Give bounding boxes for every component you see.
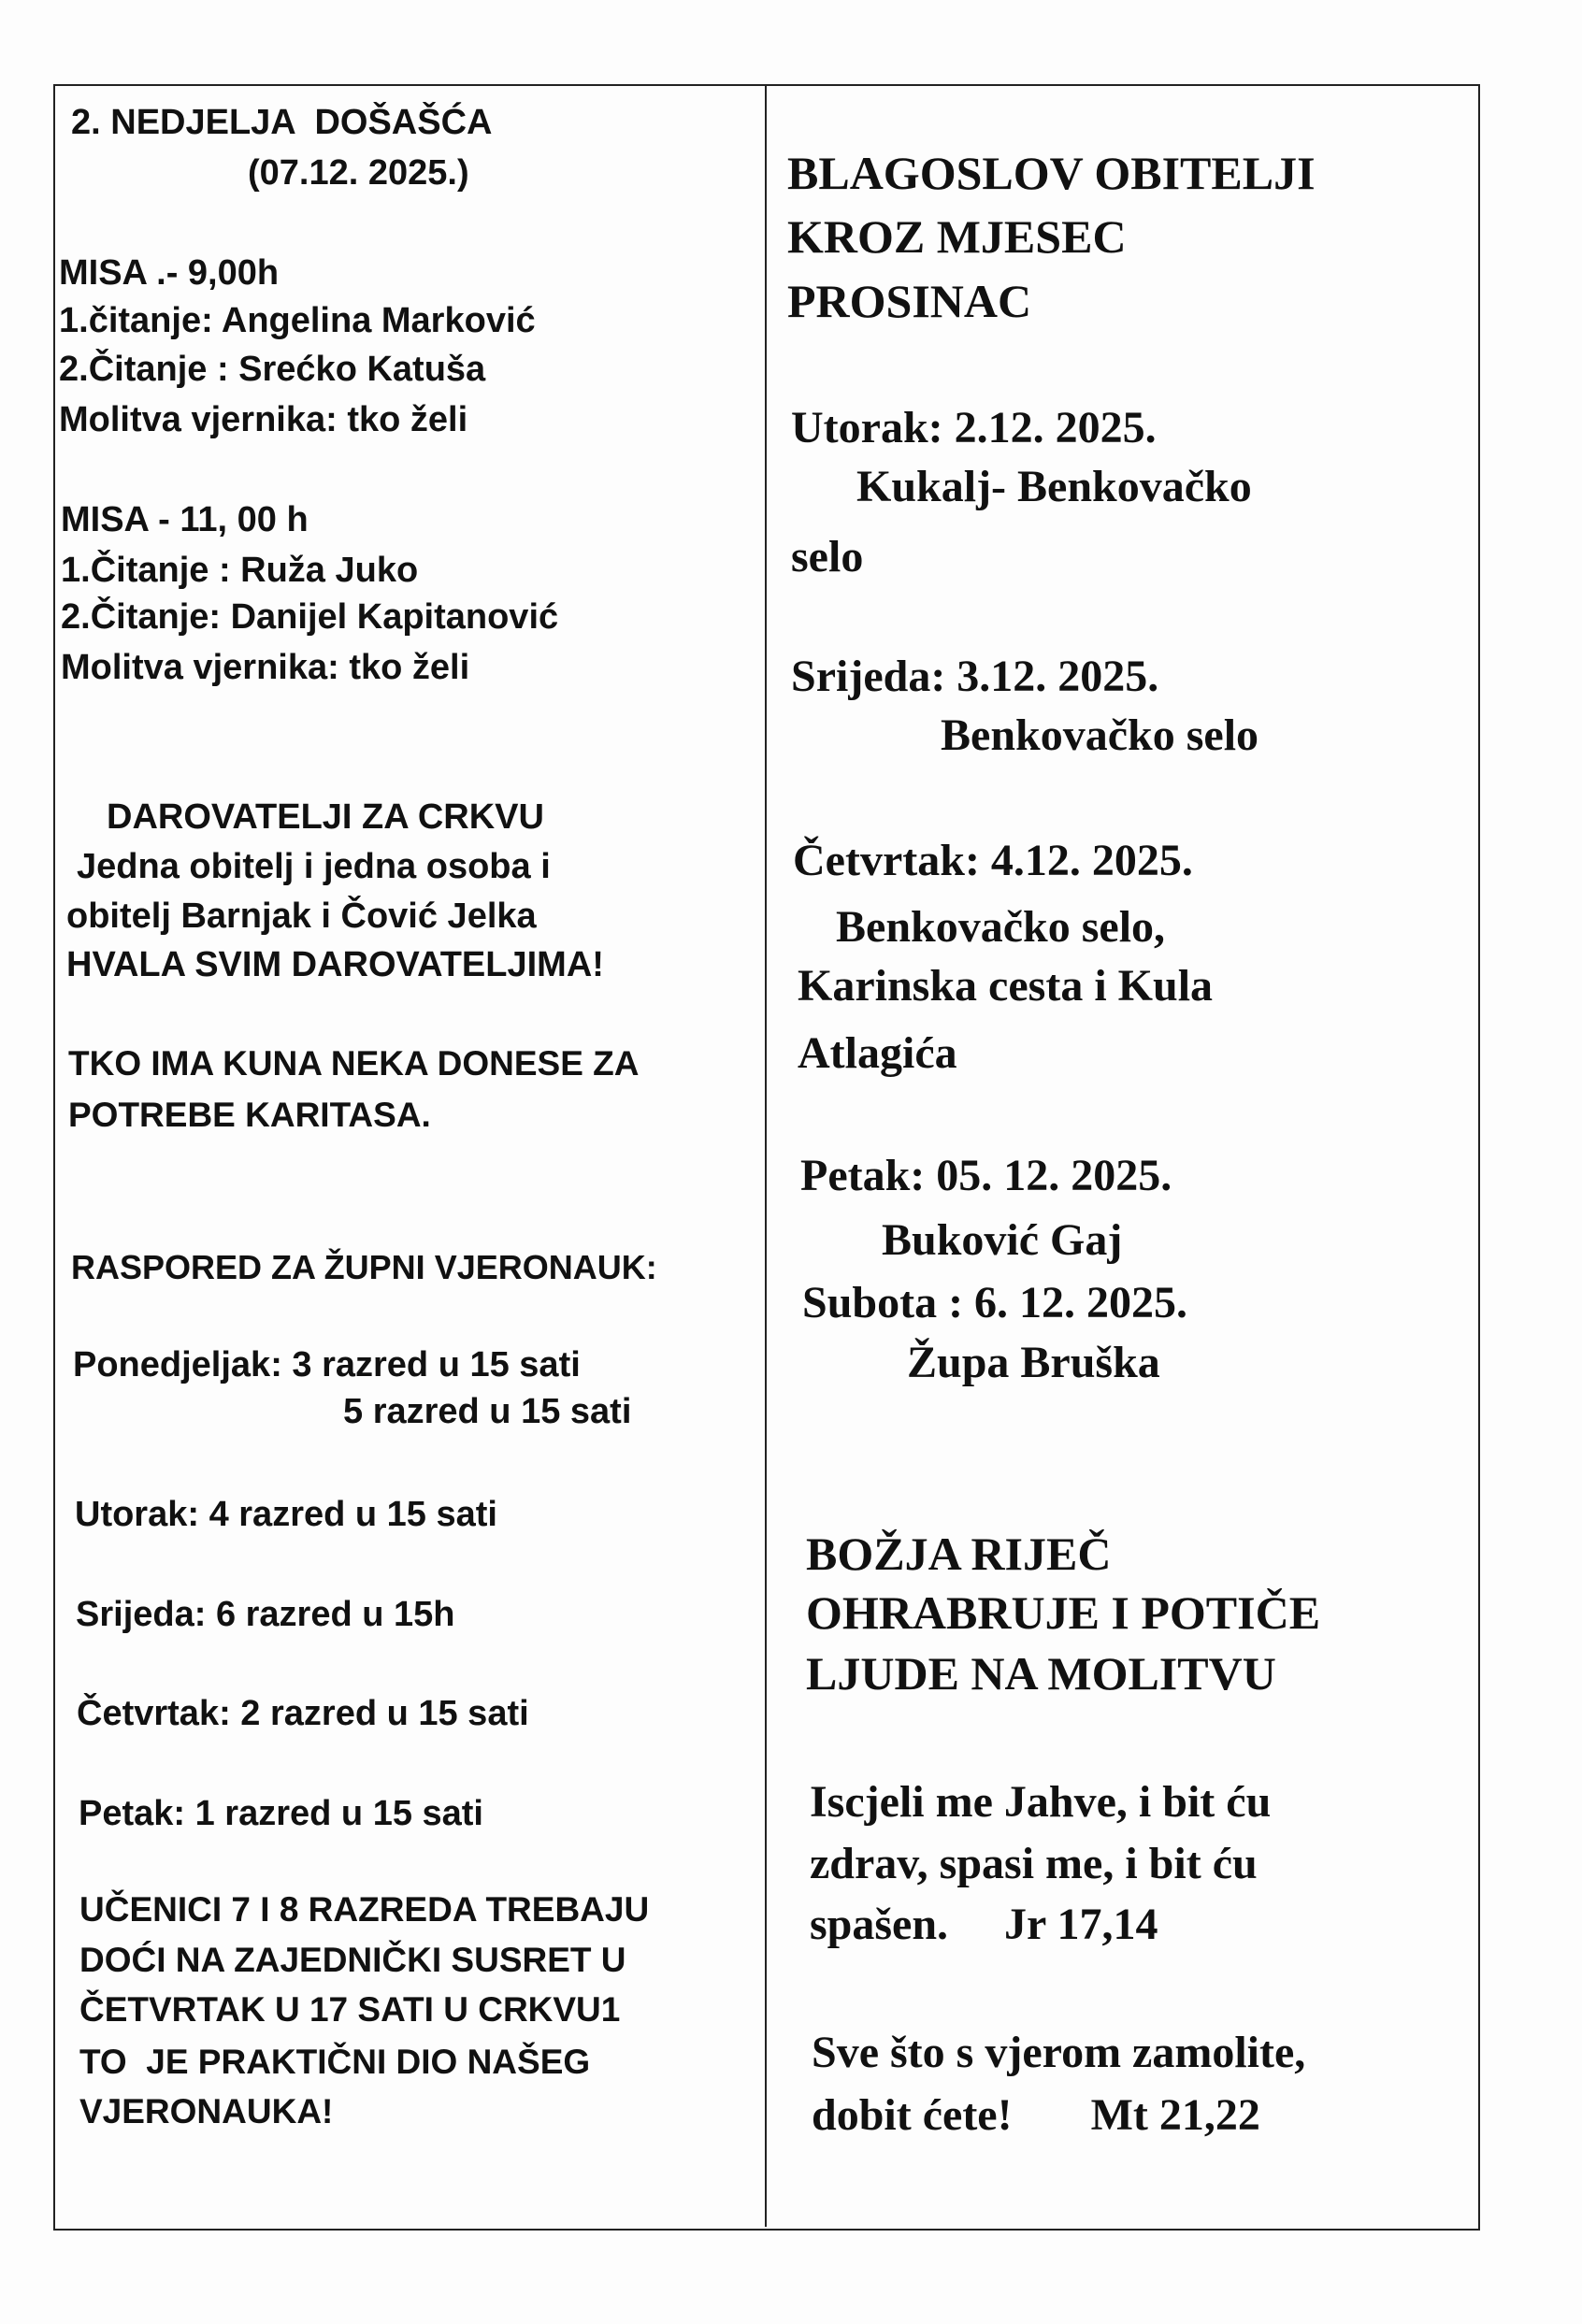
blessing-saturday-place: Župa Bruška (907, 1338, 1160, 1387)
sunday-date: (07.12. 2025.) (248, 153, 469, 193)
caritas-line: POTREBE KARITASA. (68, 1096, 431, 1134)
catechism-friday: Petak: 1 razred u 15 sati (79, 1794, 483, 1833)
blessing-title: BLAGOSLOV OBITELJI (787, 147, 1316, 199)
blessing-thursday-place: Karinska cesta i Kula (798, 961, 1214, 1011)
blessing-thursday-place: Benkovačko selo, (836, 902, 1166, 952)
mass2-time: MISA - 11, 00 h (61, 500, 309, 539)
verse-line: zdrav, spasi me, i bit ću (810, 1839, 1258, 1888)
blessing-thursday-place: Atlagića (798, 1028, 957, 1078)
blessing-friday-place: Buković Gaj (882, 1215, 1123, 1265)
caritas-line: TKO IMA KUNA NEKA DONESE ZA (68, 1044, 640, 1083)
catechism-title: RASPORED ZA ŽUPNI VJERONAUK: (71, 1248, 657, 1286)
word-title: LJUDE NA MOLITVU (806, 1647, 1276, 1700)
blessing-tuesday-place: Kukalj- Benkovačko (856, 462, 1252, 511)
notice-line: DOĆI NA ZAJEDNIČKI SUSRET U (79, 1941, 626, 1979)
verse-line: Sve što s vjerom zamolite, (812, 2028, 1306, 2077)
donors-line: obitelj Barnjak i Čović Jelka (66, 897, 537, 936)
blessing-tuesday-place: selo (791, 532, 864, 581)
verse-line: spašen. Jr 17,14 (810, 1900, 1158, 1949)
verse-line: Iscjeli me Jahve, i bit ću (810, 1777, 1272, 1827)
blessing-wednesday-date: Srijeda: 3.12. 2025. (791, 652, 1159, 701)
notice-line: ČETVRTAK U 17 SATI U CRKVU1 (79, 1990, 621, 2029)
blessing-friday-date: Petak: 05. 12. 2025. (800, 1151, 1172, 1200)
catechism-monday-2: 5 razred u 15 sati (343, 1392, 632, 1431)
word-title: OHRABRUJE I POTIČE (806, 1586, 1321, 1639)
mass2-reading1: 1.Čitanje : Ruža Juko (61, 551, 419, 590)
blessing-title: KROZ MJESEC (787, 210, 1127, 263)
blessing-title: PROSINAC (787, 275, 1032, 327)
verse-line: dobit ćete! Mt 21,22 (812, 2090, 1260, 2140)
mass2-reading2: 2.Čitanje: Danijel Kapitanović (61, 597, 559, 637)
mass1-time: MISA .- 9,00h (59, 253, 280, 293)
catechism-wednesday: Srijeda: 6 razred u 15h (76, 1595, 455, 1634)
donors-line: Jedna obitelj i jedna osoba i (77, 847, 551, 886)
notice-line: UČENICI 7 I 8 RAZREDA TREBAJU (79, 1890, 650, 1929)
catechism-tuesday: Utorak: 4 razred u 15 sati (75, 1495, 497, 1534)
mass1-prayer: Molitva vjernika: tko želi (59, 400, 468, 439)
blessing-tuesday-date: Utorak: 2.12. 2025. (791, 403, 1157, 452)
notice-line: VJERONAUKA! (79, 2092, 334, 2130)
mass2-prayer: Molitva vjernika: tko želi (61, 648, 470, 687)
sunday-title: 2. NEDJELJA DOŠAŠĆA (71, 103, 493, 142)
mass1-reading2: 2.Čitanje : Srećko Katuša (59, 350, 486, 389)
word-title: BOŽJA RIJEČ (806, 1528, 1112, 1580)
blessing-saturday-date: Subota : 6. 12. 2025. (802, 1278, 1188, 1327)
blessing-wednesday-place: Benkovačko selo (941, 710, 1259, 760)
blessing-thursday-date: Četvrtak: 4.12. 2025. (793, 836, 1193, 885)
mass1-reading1: 1.čitanje: Angelina Marković (59, 301, 536, 340)
donors-thanks: HVALA SVIM DAROVATELJIMA! (66, 945, 604, 984)
column-divider (765, 84, 767, 2227)
notice-line: TO JE PRAKTIČNI DIO NAŠEG (79, 2043, 591, 2081)
donors-title: DAROVATELJI ZA CRKVU (107, 797, 544, 837)
catechism-thursday: Četvrtak: 2 razred u 15 sati (77, 1694, 529, 1733)
catechism-monday: Ponedjeljak: 3 razred u 15 sati (73, 1345, 581, 1384)
